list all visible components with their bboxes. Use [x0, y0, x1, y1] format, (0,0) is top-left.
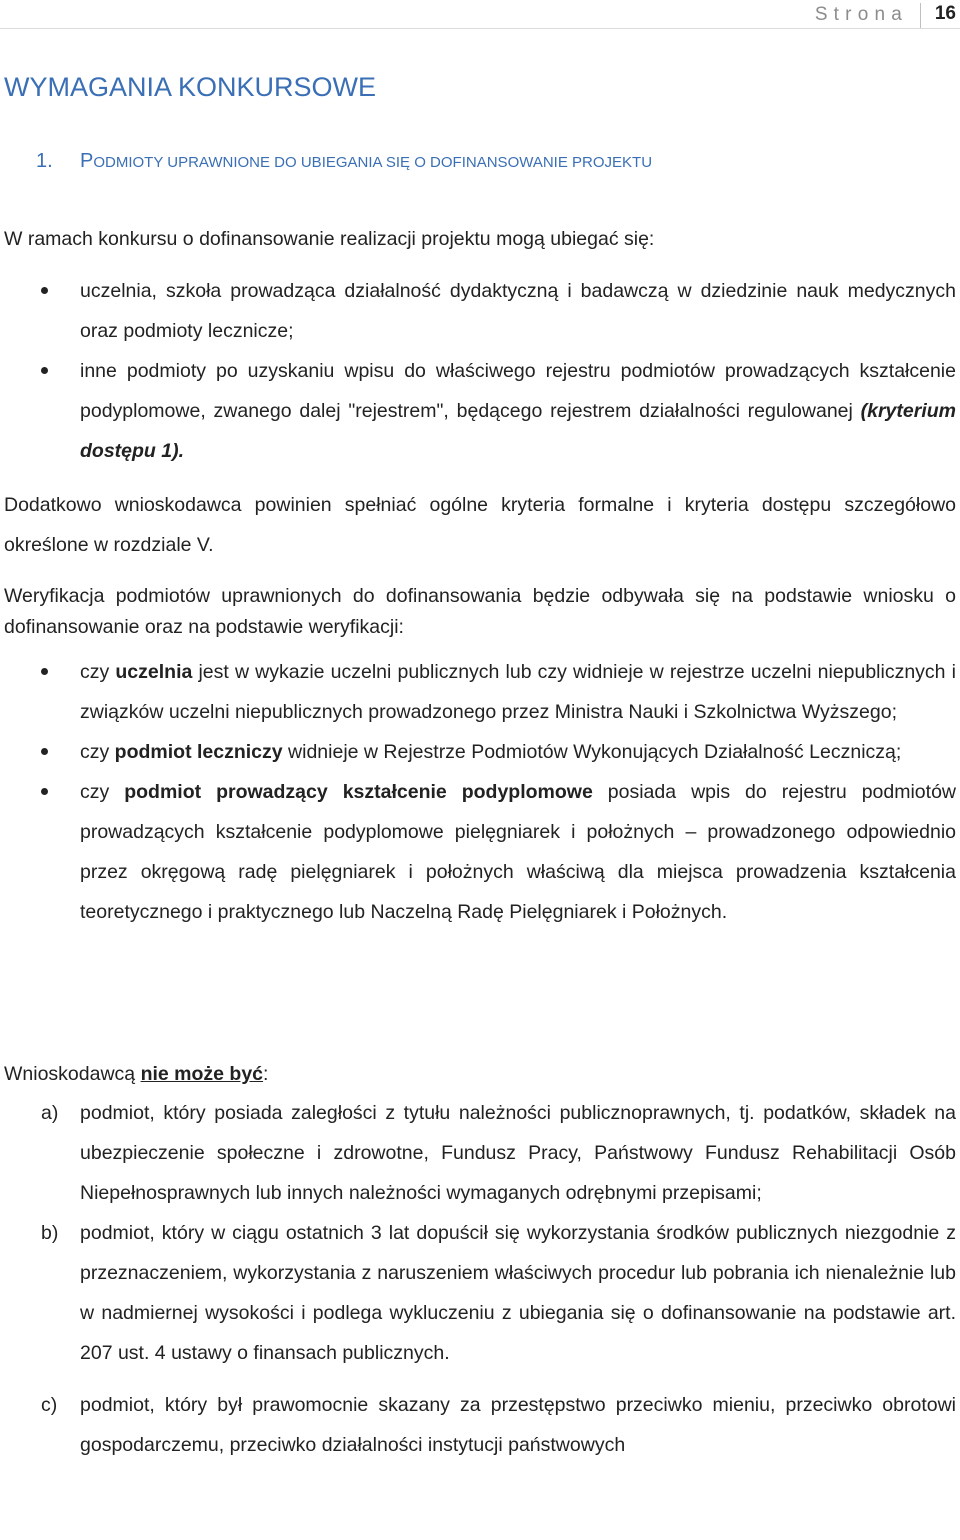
list-item: [0, 351, 956, 471]
bullet-icon: [41, 748, 48, 755]
header-separator: [920, 3, 921, 28]
bullet-icon: [41, 788, 48, 795]
page-header: [0, 0, 960, 29]
exclusion-intro-text: Wnioskodawcą: [4, 1063, 141, 1085]
access-criterion-ref: (kryterium dostępu 1).: [80, 400, 956, 462]
eligible-item-text: inne podmioty po uzyskaniu wpisu do właściwego rejestru podmiotów prowadzących kształcenie podyplomowe, zwanego dalej "rejestrem", będącego rejestrem działalności regulowanej: [80, 360, 956, 422]
section-title-initial: P: [80, 150, 94, 172]
bullet-icon: [41, 287, 48, 294]
additional-paragraph: Dodatkowo wnioskodawca powinien spełniać ogólne kryteria formalne i kryteria dostępu szczegółowo określone w rozdziale V.: [4, 494, 956, 556]
list-item: [0, 772, 956, 932]
check-text: czy: [80, 741, 115, 763]
list-item: [0, 732, 956, 772]
page-title: WYMAGANIA KONKURSOWE: [4, 72, 377, 102]
exclusion-list: [0, 1093, 956, 1465]
list-marker: c): [41, 1394, 58, 1416]
page-number: 16: [934, 3, 956, 24]
exclusion-item-text: podmiot, który był prawomocnie skazany za przestępstwo przeciwko mieniu, przeciwko obrotowi gospodarczemu, przeciwko działalności instytucji państwowych: [80, 1394, 956, 1456]
check-text: jest w wykazie uczelni publicznych lub czy widnieje w rejestrze uczelni niepublicznych i związków uczelni niepublicznych prowadzonego przez Ministra Nauki i Szkolnictwa Wyższego;: [80, 661, 956, 723]
intro-paragraph: W ramach konkursu o dofinansowanie realizacji projektu mogą ubiegać się:: [4, 228, 655, 250]
list-item: [0, 1385, 956, 1465]
check-text: czy: [80, 781, 125, 803]
eligible-list: [0, 271, 956, 471]
bullet-icon: [41, 367, 48, 374]
list-item: [0, 1213, 956, 1373]
verification-list: [0, 652, 956, 932]
list-item: [0, 1093, 956, 1213]
exclusion-intro: [4, 1054, 956, 1094]
section-heading: [36, 150, 652, 173]
verification-paragraph: Weryfikacja podmiotów uprawnionych do dofinansowania będzie odbywała się na podstawie wniosku o dofinansowanie oraz na podstawie weryfikacji:: [4, 585, 956, 638]
check-text: widnieje w Rejestrze Podmiotów Wykonujących Działalność Leczniczą;: [282, 741, 902, 763]
list-marker: a): [41, 1102, 59, 1124]
bullet-icon: [41, 668, 48, 675]
list-item: [0, 271, 956, 351]
exclusion-item-text: podmiot, który w ciągu ostatnich 3 lat dopuścił się wykorzystania środków publicznych niezgodnie z przeznaczeniem, wykorzystania z naruszeniem właściwych procedur lub pobrania ich nienależnie lub w nadmiernej wysokości i podlega wykluczeniu z ubiegania się o dofinansowanie na podstawie art. 207 ust. 4 ustawy o finansach publicznych.: [80, 1222, 956, 1364]
check-text: posiada wpis do rejestru podmiotów prowadzących kształcenie podyplomowe pielęgniarek i położnych – prowadzonego odpowiednio przez okręgową radę pielęgniarek i położnych właściwą dla miejsca prowadzenia kształcenia teoretycznego i praktycznego lub Naczelną Radę Pielęgniarek i Położnych.: [80, 781, 956, 923]
eligible-item-text: uczelnia, szkoła prowadząca działalność dydaktyczną i badawczą w dziedzinie nauk medycznych oraz podmioty lecznicze;: [80, 280, 956, 342]
check-subject: podmiot prowadzący kształcenie podyplomowe: [124, 781, 593, 803]
check-subject: uczelnia: [115, 661, 193, 683]
exclusion-emphasis: nie może być: [140, 1063, 264, 1085]
exclusion-item-text: podmiot, który posiada zaległości z tytułu należności publicznoprawnych, tj. podatków, składek na ubezpieczenie społeczne i zdrowotne, Fundusz Pracy, Państwowy Fundusz Rehabilitacji Osób Niepełnosprawnych lub innych należności wymaganych odrębnymi przepisami;: [80, 1102, 956, 1204]
check-subject: podmiot leczniczy: [114, 741, 283, 763]
check-text: czy: [80, 661, 116, 683]
section-title-rest: ODMIOTY UPRAWNIONE DO UBIEGANIA SIĘ O DOFINANSOWANIE PROJEKTU: [93, 154, 653, 171]
section-number: 1.: [36, 150, 53, 172]
page-label: Strona: [814, 4, 908, 25]
list-item: [0, 652, 956, 732]
list-marker: b): [41, 1222, 59, 1244]
exclusion-intro-colon: :: [263, 1063, 269, 1085]
